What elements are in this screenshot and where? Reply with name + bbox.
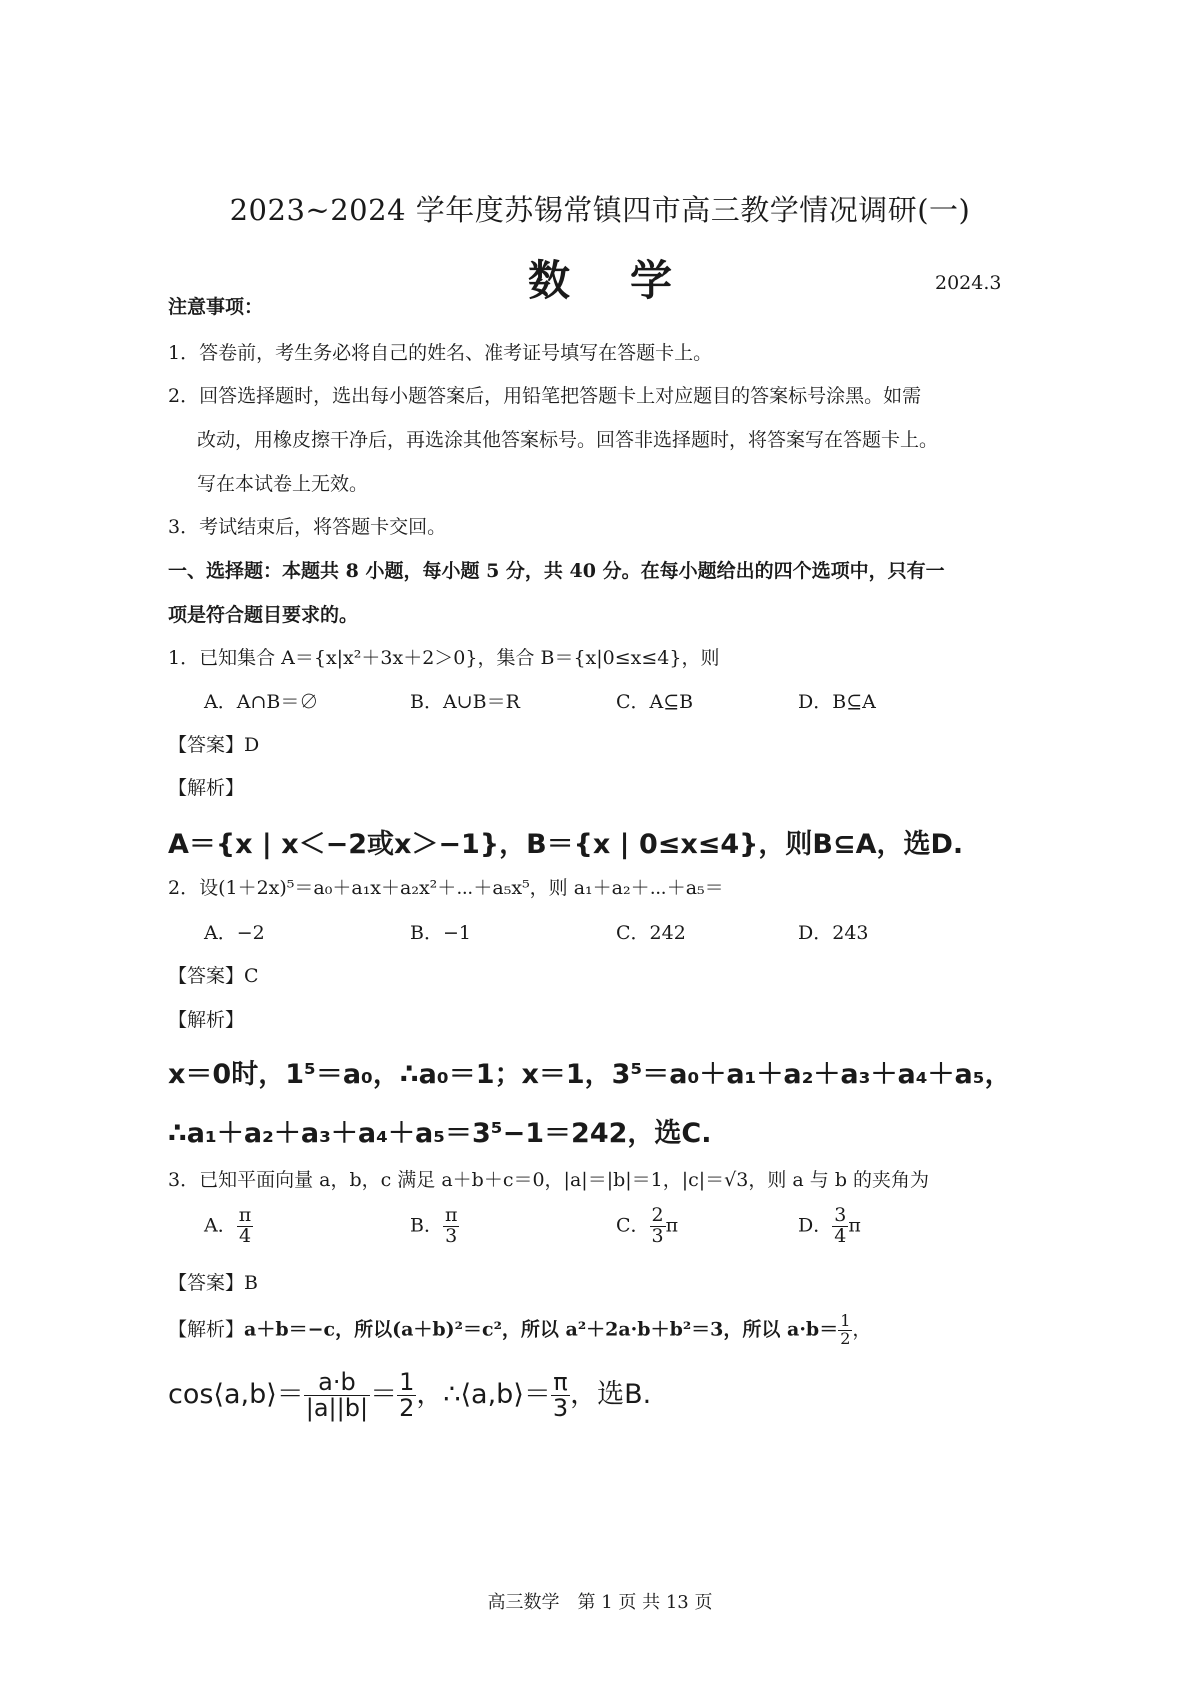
q3-option-c-den: 3: [651, 1224, 664, 1247]
q3-option-a: [204, 1206, 253, 1247]
q2-answer: 【答案】C: [168, 965, 259, 987]
q2-analysis-line1: x＝0时，1⁵＝a₀，∴a₀＝1；x＝1，3⁵＝a₀＋a₁＋a₂＋a₃＋a₄＋a₅，: [168, 1059, 1012, 1090]
q1-option-d: D．B⊆A: [798, 691, 876, 713]
q3-option-c-label: C．: [616, 1214, 650, 1237]
note-item-1: 1．答卷前，考生务必将自己的姓名、准考证号填写在答题卡上。: [168, 342, 713, 364]
note-item-2: 2．回答选择题时，选出每小题答案后，用铅笔把答题卡上对应题目的答案标号涂黑。如需: [168, 385, 922, 407]
q1-option-b: B．A∪B＝R: [410, 691, 520, 713]
q3-option-a-den: 4: [238, 1224, 252, 1247]
q3-analysis-row: [168, 1313, 871, 1348]
q1-analysis: A＝{x | x＜−2或x＞−1}，B＝{x | 0≤x≤4}，则B⊆A，选D.: [168, 829, 964, 860]
q3-cos-mid: ，∴⟨a,b⟩＝: [416, 1379, 551, 1411]
q3-cos-angle-den: 3: [552, 1394, 569, 1423]
page-footer: 高三数学 第 1 页 共 13 页: [487, 1592, 713, 1613]
q3-analysis-label: 【解析】: [168, 1318, 245, 1341]
q3-cos-formula: [168, 1370, 651, 1421]
q3-option-d: [798, 1206, 861, 1247]
q1-analysis-label: 【解析】: [168, 777, 245, 799]
q3-cos-prefix: cos⟨a,b⟩＝: [168, 1379, 304, 1411]
q3-analysis-line1-end: ，: [852, 1318, 872, 1341]
q3-cos-val-den: 2: [399, 1394, 415, 1423]
q3-cos-den: |a||b|: [305, 1394, 369, 1423]
q3-analysis-line1: a＋b＝−c，所以(a＋b)²＝c²，所以 a²＋2a·b＋b²＝3，所以 a·b＝: [244, 1318, 839, 1341]
q3-option-b-den: 3: [445, 1224, 458, 1247]
q2-analysis-line2: ∴a₁＋a₂＋a₃＋a₄＋a₅＝3⁵−1＝242，选C.: [168, 1118, 712, 1149]
q3-option-b: [410, 1206, 459, 1247]
q2-option-a: A．−2: [204, 922, 265, 944]
q3-option-c: [616, 1206, 678, 1247]
q3-cos-angle-num: π: [551, 1370, 570, 1396]
q3-option-d-suffix: π: [848, 1214, 861, 1237]
q1-option-c: C．A⊆B: [616, 691, 694, 713]
q3-option-a-label: A．: [204, 1214, 237, 1237]
q3-option-a-num: π: [238, 1204, 252, 1226]
notes-heading: 注意事项：: [168, 296, 264, 318]
q3-stem: 3．已知平面向量 a，b，c 满足 a＋b＋c＝0，|a|＝|b|＝1，|c|＝√3，则 a 与 b 的夹角为: [168, 1169, 930, 1191]
section-heading: 一、选择题：本题共 8 小题，每小题 5 分，共 40 分。在每小题给出的四个选项中，只有一: [168, 560, 945, 582]
q3-option-d-den: 4: [834, 1224, 847, 1247]
q3-analysis-frac-den: 2: [840, 1328, 851, 1348]
q3-option-b-label: B．: [410, 1214, 443, 1237]
q3-option-b-num: π: [444, 1204, 458, 1226]
note-item-3: 3．考试结束后，将答题卡交回。: [168, 516, 447, 538]
q2-option-d: D．243: [798, 922, 869, 944]
q3-option-c-num: 2: [651, 1204, 664, 1226]
q1-stem: 1．已知集合 A＝{x|x²＋3x＋2＞0}，集合 B＝{x|0≤x≤4}，则: [168, 647, 720, 669]
subject-heading: 数学: [527, 256, 732, 305]
q3-answer: 【答案】B: [168, 1272, 258, 1294]
q2-option-b: B．−1: [410, 922, 471, 944]
section-heading-cont: 项是符合题目要求的。: [168, 604, 359, 626]
q1-answer: 【答案】D: [168, 734, 260, 756]
q2-stem: 2．设(1＋2x)⁵＝a₀＋a₁x＋a₂x²＋⋯＋a₅x⁵，则 a₁＋a₂＋⋯＋a₅＝: [168, 877, 724, 899]
q3-option-c-suffix: π: [665, 1214, 679, 1237]
q2-option-c: C．242: [616, 922, 686, 944]
note-item-2-cont: 改动，用橡皮擦干净后，再选涂其他答案标号。回答非选择题时，将答案写在答题卡上。: [197, 429, 939, 451]
q3-cos-val-num: 1: [399, 1368, 415, 1396]
q3-cos-end: ，选B.: [570, 1379, 652, 1411]
q3-cos-num: a·b: [304, 1370, 370, 1396]
q1-option-a: A．A∩B＝∅: [204, 691, 319, 713]
note-item-2-cont2: 写在本试卷上无效。: [197, 473, 369, 495]
q3-option-d-num: 3: [834, 1204, 847, 1226]
q3-analysis-frac-num: 1: [840, 1311, 851, 1330]
exam-date: 2024.3: [935, 272, 1002, 294]
q3-cos-eq: ＝: [370, 1379, 398, 1411]
q3-option-d-label: D．: [798, 1214, 833, 1237]
q2-analysis-label: 【解析】: [168, 1009, 245, 1031]
document-title: 2023~2024 学年度苏锡常镇四市高三教学情况调研(一): [229, 193, 971, 227]
